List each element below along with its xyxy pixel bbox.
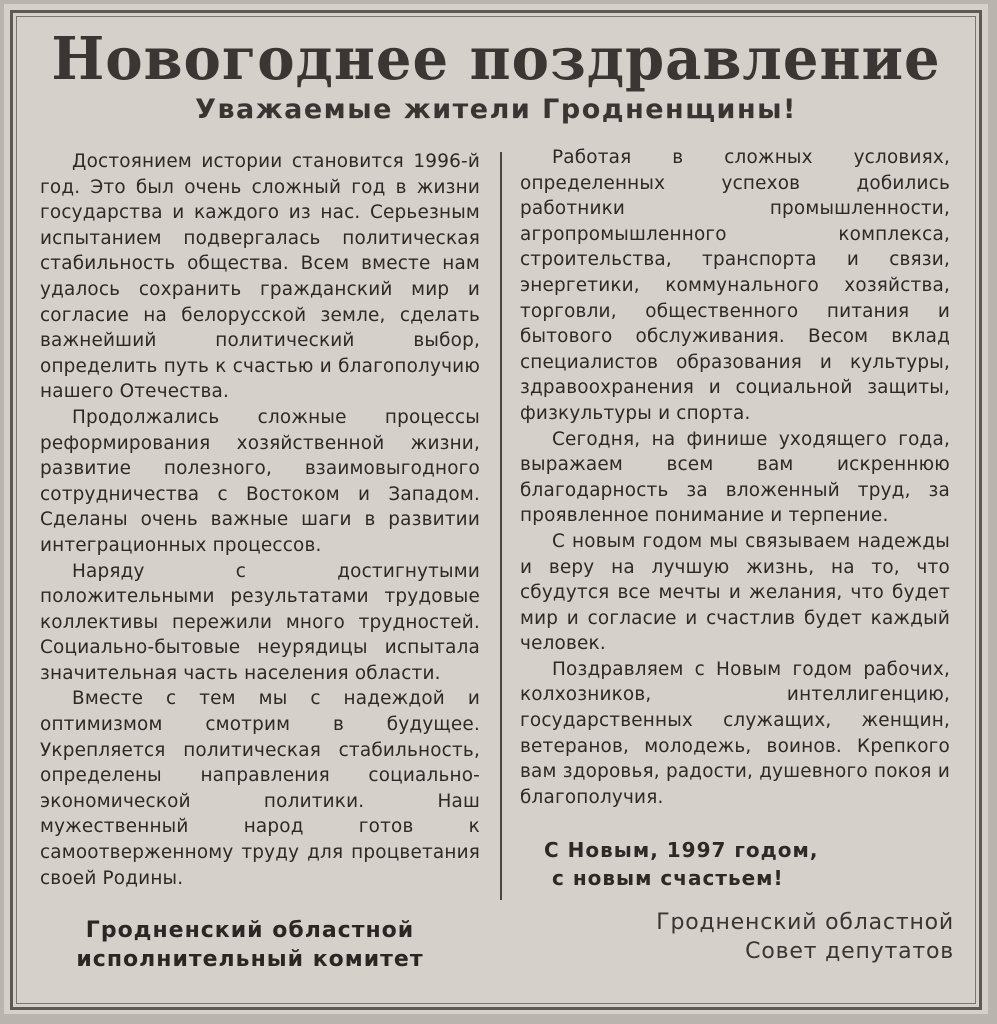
signature-right-line-2: Совет депутатов (745, 939, 954, 964)
signature-executive-committee (50, 916, 450, 974)
headline: Новогоднее поздравление (51, 24, 941, 94)
wish-line-2: с новым счастьем! (552, 866, 784, 890)
wish-line-1: С Новым, 1997 годом, (544, 838, 819, 862)
right-paragraph-2: Сегодня, на финише уходящего года, выражаем всем вам искреннюю благодарность за вложенный труд, за проявленное понимание и терпение. (520, 428, 950, 527)
left-paragraph-1: Достоянием истории становится 1996-й год. Это был очень сложный год в жизни государства и каждого из нас. Серьезным испытанием подвергалась политическая стабильность общества. Всем вместе нам удалось сохранить гражданский мир и согласие на белорусской земле, сделать важнейший политический выбор, определить путь к счастью и благополучию нашего Отечества. (40, 151, 480, 403)
signature-left-line-2: исполнительный комитет (76, 947, 424, 972)
right-paragraph-1: Работая в сложных условиях, определенных успехов добились работники промышленности, агропромышленного комплекса, строительства, транспорта и связи, энергетики, коммунального хозяйства, торговли, общественного питания и бытового обслуживания. Весом вклад специалистов образования и культуры, здравоохранения и социальной защиты, физкультуры и спорта. (520, 147, 950, 424)
right-paragraph-3: С новым годом мы связываем надежды и веру на лучшую жизнь, на то, что сбудутся все мечты и желания, что будет мир и согласие и счастлив будет каждый человек. (520, 530, 950, 655)
signature-right-line-1: Гродненский областной (656, 910, 954, 935)
subheadline: Уважаемые жители Гродненщины! (195, 94, 797, 125)
newspaper-clipping (4, 4, 988, 1014)
left-paragraph-3: Наряду с достигнутыми положительными результатами трудовые коллективы пережили много трудностей. Социально-бытовые неурядицы испытала значительная часть населения области. (40, 560, 480, 684)
column-divider (500, 152, 502, 900)
signature-left-line-1: Гродненский областной (85, 918, 415, 943)
right-column (520, 145, 950, 810)
left-paragraph-4: Вместе с тем мы с надеждой и оптимизмом смотрим в будущее. Укрепляется политическая стабильность, определены направления социально-экономической политики. Наш мужественный народ готов к самоотверженному труду для процветания своей Родины. (40, 688, 480, 889)
left-column (40, 149, 480, 891)
left-paragraph-2: Продолжались сложные процессы реформирования хозяйственной жизни, развитие полезного, взаимовыгодного сотрудничества с Востоком и Западом. Сделаны очень важные шаги в развитии интеграционных процессов. (40, 406, 480, 556)
new-year-wish (544, 836, 864, 892)
right-paragraph-4: Поздравляем с Новым годом рабочих, колхозников, интеллигенцию, государственных служащих, женщин, ветеранов, молодежь, воинов. Крепкого вам здоровья, радости, душевного покоя и благополучия. (520, 658, 950, 808)
signature-council-of-deputies (564, 908, 954, 966)
